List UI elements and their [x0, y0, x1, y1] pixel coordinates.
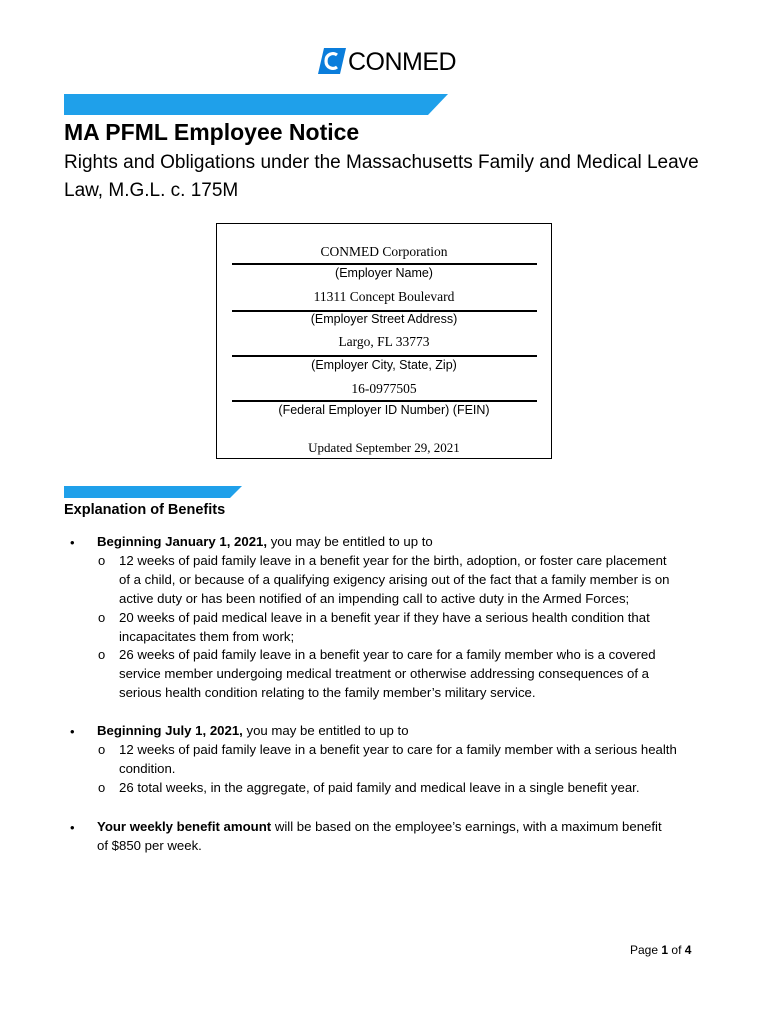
sub-bullet-icon: o	[98, 647, 106, 662]
employer-name: CONMED Corporation	[320, 244, 448, 259]
sub-list-item	[119, 740, 719, 778]
line: 12 weeks of paid family leave in a benefit year for the birth, adoption, or foster care placement	[119, 553, 667, 568]
list-item-text: you may be entitled to up to	[267, 534, 433, 549]
employer-street: 11311 Concept Boulevard	[313, 289, 455, 304]
conmed-logo-text: CONMED	[348, 48, 457, 76]
bullet-icon: •	[70, 535, 75, 550]
list-item-lead: Your weekly benefit amount	[97, 819, 272, 834]
line: serious health condition relating to the family member’s military service.	[119, 685, 536, 700]
sub-list-item	[119, 778, 719, 797]
sub-list-item	[119, 551, 719, 608]
of-label: of	[671, 943, 682, 957]
list-item-text: will be based on the employee’s earnings, with a maximum benefit	[271, 819, 662, 834]
line: 26 total weeks, in the aggregate, of paid family and medical leave in a single benefit year.	[119, 780, 640, 795]
page-title: MA PFML Employee Notice	[64, 119, 360, 145]
divider	[232, 400, 537, 402]
bullet-icon: •	[70, 820, 75, 835]
conmed-logo	[318, 46, 458, 78]
list-item	[97, 721, 717, 740]
list-item-lead: Beginning July 1, 2021,	[97, 723, 243, 738]
list-item-text: you may be entitled to up to	[242, 723, 409, 738]
page-number	[630, 943, 691, 957]
list-item	[97, 532, 717, 551]
divider	[232, 263, 537, 265]
employer-city: Largo, FL 33773	[338, 334, 430, 349]
line: incapacitates them from work;	[119, 629, 295, 644]
sub-bullet-icon: o	[98, 610, 106, 625]
divider	[232, 355, 537, 357]
section-heading: Explanation of Benefits	[64, 502, 226, 518]
total-pages: 4	[684, 943, 692, 957]
sub-list-item	[119, 608, 719, 646]
sub-bullet-icon: o	[98, 553, 106, 568]
employer-name-caption: (Employer Name)	[335, 266, 433, 280]
sub-list-item	[119, 645, 719, 702]
page-subtitle: Rights and Obligations under the Massachusetts Family and Medical Leave Law, M.G.L. c. 175M	[64, 152, 699, 201]
page-label: Page	[630, 943, 659, 957]
line: active duty or has been notified of an impending call to active duty in the Armed Forces;	[119, 591, 630, 606]
line: 26 weeks of paid family leave in a benefit year to care for a family member who is a covered	[119, 647, 656, 662]
line: condition.	[119, 761, 176, 776]
line: 12 weeks of paid family leave in a benefit year to care for a family member with a serious health	[119, 742, 677, 757]
bullet-icon: •	[70, 724, 75, 739]
current-page: 1	[661, 943, 669, 957]
line: 20 weeks of paid medical leave in a benefit year if they have a serious health condition that	[119, 610, 650, 625]
employer-info-box	[216, 223, 552, 459]
employer-street-caption: (Employer Street Address)	[310, 312, 458, 326]
line: of a child, or because of a qualifying exigency arising out of the fact that a family member is on	[119, 572, 670, 587]
sub-bullet-icon: o	[98, 742, 106, 757]
conmed-logo-mark-icon	[318, 48, 346, 74]
section-accent-banner	[64, 486, 242, 498]
updated-date: Updated September 29, 2021	[308, 440, 460, 455]
employer-fein-caption: (Federal Employer ID Number) (FEIN)	[278, 403, 490, 417]
employer-fein: 16-0977505	[351, 381, 417, 396]
line: service member undergoing medical treatment or otherwise addressing consequences of a	[119, 666, 649, 681]
top-accent-banner	[64, 94, 448, 115]
employer-city-caption: (Employer City, State, Zip)	[311, 358, 457, 372]
list-item	[97, 817, 717, 855]
sub-bullet-icon: o	[98, 780, 106, 795]
list-item-lead: Beginning January 1, 2021,	[97, 534, 268, 549]
list-item-continuation: of $850 per week.	[97, 838, 202, 853]
